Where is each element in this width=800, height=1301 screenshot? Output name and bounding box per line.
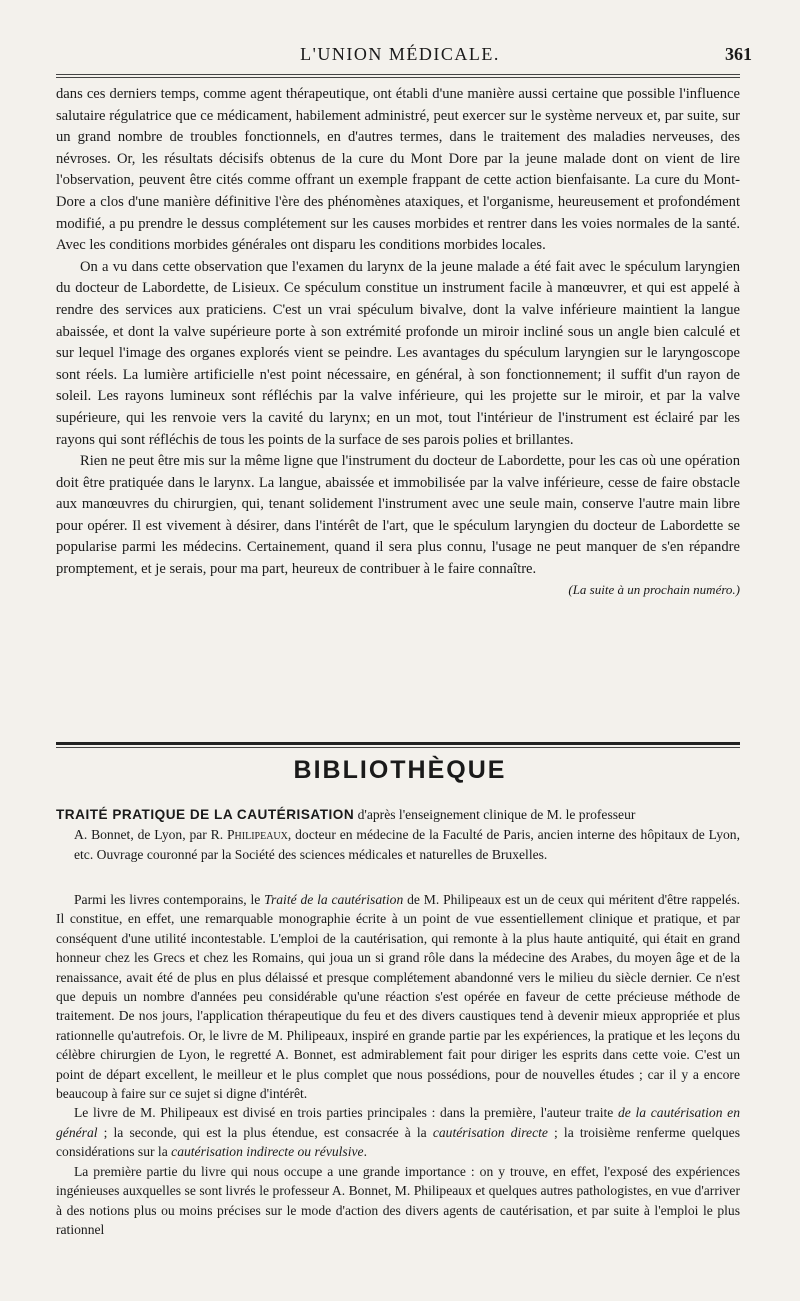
section-title: BIBLIOTHÈQUE: [293, 756, 507, 784]
running-head: [56, 44, 752, 72]
book-ref-text: A. Bonnet, de Lyon, par R.: [74, 827, 227, 842]
review-text: ; la seconde, qui est la plus étendue, est consacrée à la: [97, 1124, 433, 1140]
review-italic: cautérisation directe: [432, 1124, 548, 1140]
section-separator: [56, 742, 740, 748]
book-ref-text: d'après l'enseignement clinique de M. le professeur: [354, 807, 636, 822]
article-paragraph: dans ces derniers temps, comme agent thérapeutique, ont établi d'une manière aussi certaine que possible l'influence salutaire régulatrice que ce médicament, habilement administré, peut exercer sur le système nerveux et, par suite, sur un grand nombre de troubles fonctionnels, en d'autres termes, dans le traitement des maladies nerveuses, des névroses. Or, les résultats décisifs obtenus de la cure du Mont Dore par la jeune malade dont on vient de lire l'observation, peuvent être cités comme offrant un exemple frappant de cette action bienfaisante. La cure du Mont-Dore a clos d'une manière définitive l'ère des phénomènes ataxiques, et l'organisme, heureusement et profondément modifié, a pu prendre le dessus complétement sur les causes morbides et rentrer dans les voies normales de la santé. Avec les conditions morbides générales ont disparu les conditions morbides locales.: [56, 86, 740, 254]
book-reference: [56, 805, 740, 865]
review-italic: de la cautérisation en général: [56, 1105, 741, 1140]
header-rule: [56, 74, 740, 78]
journal-title: L'UNION MÉDICALE.: [300, 44, 500, 64]
review-paragraph: [56, 890, 740, 1103]
book-title: TRAITÉ PRATIQUE DE LA CAUTÉRISATION: [56, 807, 355, 822]
review-book-title: Traité de la cautérisation: [264, 892, 404, 907]
review-italic: cautérisation indirecte ou révulsive: [171, 1144, 364, 1160]
article-paragraph: On a vu dans cette observation que l'examen du larynx de la jeune malade a été fait avec le spéculum laryngien du docteur de Labordette, de Lisieux. Ce spéculum constitue un instrument facile à manœuvrer, et qui est appelé à rendre des services aux praticiens. C'est un vrai spéculum bivalve, dont la valve inférieure maintient la langue abaissée, et dont la valve supérieure porte à son extrémité profonde un miroir incliné sous un angle bien calculé et sur lequel l'image des organes explorés vient se peindre. Les avantages du spéculum laryngien sur le laryngoscope sont réels. La lumière artificielle n'est point nécessaire, en général, à son fonctionnement; il suffit d'un rayon de soleil. Les rayons lumineux sont réfléchis par la valve inférieure, qui les projette sur le miroir, et par la valve supérieure, qui les renvoie vers la cavité du larynx; en un mot, tout l'intérieur de l'instrument est éclairé par les rayons qui sont réfléchis de tous les points de la surface de ses parois polies et brillantes.: [56, 258, 740, 448]
article-paragraph: Rien ne peut être mis sur la même ligne que l'instrument du docteur de Labordette, pour les cas où une opération doit être pratiquée dans le larynx. La langue, abaissée et immobilisée par la valve inférieure, cesse de faire obstacle aux manœuvres du chirurgien, qui, tenant solidement l'instrument avec une seule main, conserve l'autre main libre pour opérer. Il est vivement à désirer, dans l'intérêt de l'art, que le spéculum laryngien du docteur de Labordette se popularise parmi les médecins. Certainement, quand il sera plus connu, l'usage ne peut manquer de s'en répandre promptement, et je serais, pour ma part, heureux de contribuer à le faire connaître.: [56, 453, 740, 578]
page-number: 361: [725, 44, 752, 64]
review-text: .: [363, 1144, 367, 1160]
book-review: [56, 890, 740, 1239]
article-body: [56, 84, 740, 600]
book-author: Philipeaux: [226, 827, 288, 842]
review-paragraph: [56, 1103, 740, 1161]
review-text: de M. Philipeaux est un de ceux qui méritent d'être rappelés. Il constitue, en effet, une remarquable monographie écrite à un point de vue essentiellement clinique et pratique, et par conséquent d'une utilité incontestable. L'emploi de la cautérisation, qui remonte à la plus haute antiquité, qui était en grand honneur chez les Grecs et chez les Romains, qui joua un si grand rôle dans la médecine des Arabes, du moyen âge et de la renaissance, avait été de plus en plus délaissé et presque complétement abandonné vers le milieu du siècle dernier. Ce n'est que depuis un nombre d'années peu considérable qu'une réaction s'est opérée en faveur de cette précieuse méthode de traitement. De nos jours, l'application thérapeutique du feu et des divers caustiques tend à devenir mieux appropriée et plus rationnelle qu'autrefois. Or, le livre de M. Philipeaux, inspiré en grande partie par les expériences, la pratique et les leçons du célèbre chirurgien de Lyon, le regretté A. Bonnet, est admirablement fait pour diriger les esprits dans cette voie. C'est un point de départ excellent, le meilleur et le plus complet que nous possédions, pour de nouvelles études ; car il y a encore beaucoup à faire sur ce sujet si digne d'intérêt.: [56, 892, 741, 1102]
review-text: ; la troisième renferme quelques considérations sur la: [56, 1124, 741, 1160]
review-text: Le livre de M. Philipeaux est divisé en trois parties principales : dans la première, l'auteur traite: [74, 1105, 618, 1121]
continuation-note: (La suite à un prochain numéro.): [568, 581, 740, 597]
review-text: Parmi les livres contemporains, le: [74, 892, 265, 907]
book-ref-details: [56, 825, 740, 865]
book-ref-text: , docteur en médecine de la Faculté de Paris, ancien interne des hôpitaux de Lyon, etc. Ouvrage couronné par la Société des sciences médicales et naturelles de Bruxelles.: [74, 827, 740, 862]
review-paragraph: La première partie du livre qui nous occupe a une grande importance : on y trouve, en effet, l'exposé des expériences ingénieuses auxquelles se sont livrés le professeur A. Bonnet, M. Philipeaux et quelques autres pathologistes, en vue d'arriver à des notions plus ou moins précises sur le mode d'action des divers agents de cautérisation, et par suite à l'emploi le plus rationnel: [56, 1163, 740, 1237]
